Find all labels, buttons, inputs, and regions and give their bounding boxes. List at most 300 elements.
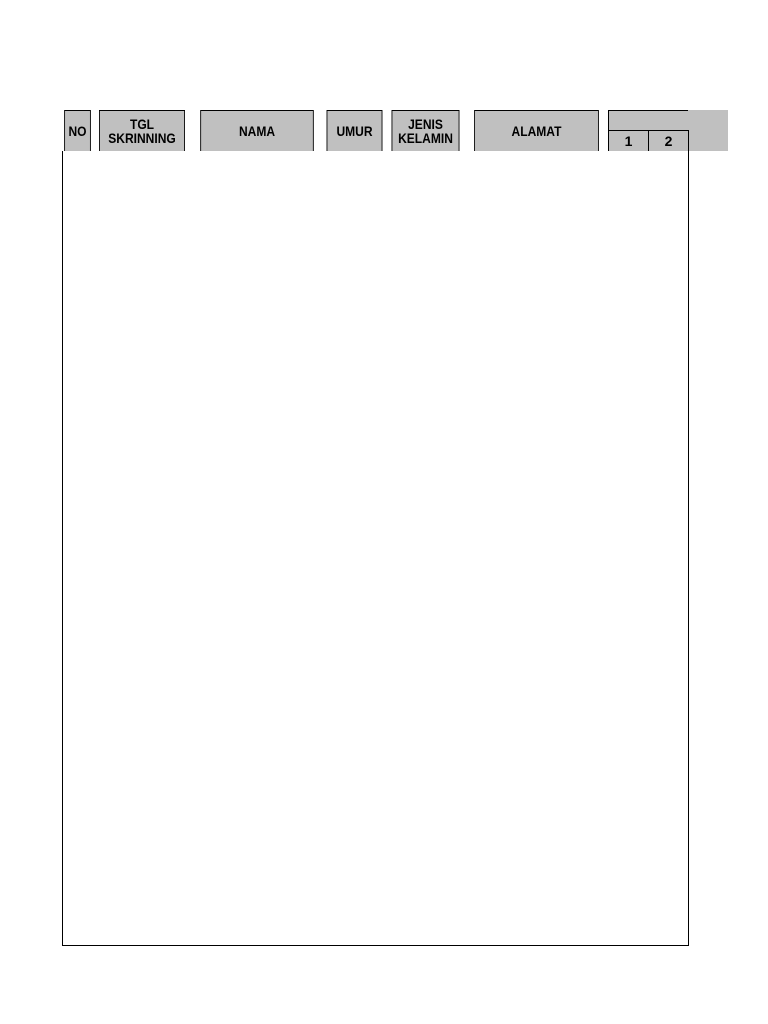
table-cell-jenis-kelamin[interactable]	[386, 721, 465, 742]
table-cell-jenis-kelamin[interactable]	[386, 253, 465, 274]
table-cell-nama[interactable]	[191, 741, 323, 763]
table-cell-jenis-kelamin[interactable]	[386, 375, 465, 396]
table-cell-umur[interactable]	[322, 864, 387, 885]
table-cell-col-2[interactable]	[648, 782, 689, 803]
table-cell-col-2[interactable]	[648, 517, 689, 539]
table-cell-no[interactable]	[62, 192, 93, 213]
table-cell-nama[interactable]	[191, 579, 323, 600]
table-cell-col-2[interactable]	[648, 416, 689, 437]
table-cell-tgl-skrinning[interactable]	[92, 192, 192, 213]
table-cell-nama[interactable]	[191, 395, 323, 417]
table-cell-alamat[interactable]	[464, 192, 609, 213]
table-cell-col-2[interactable]	[648, 864, 689, 885]
table-cell-no[interactable]	[62, 558, 93, 580]
table-cell-umur[interactable]	[322, 823, 387, 844]
table-cell-no[interactable]	[62, 253, 93, 274]
table-cell-umur[interactable]	[322, 416, 387, 437]
table-cell-nama[interactable]	[191, 192, 323, 213]
table-cell-col-1[interactable]	[608, 253, 649, 274]
table-cell-col-1[interactable]	[608, 864, 649, 885]
table-cell-tgl-skrinning[interactable]	[92, 497, 192, 518]
table-cell-col-2[interactable]	[648, 395, 689, 417]
table-cell-umur[interactable]	[322, 782, 387, 803]
table-cell-tgl-skrinning[interactable]	[92, 619, 192, 641]
table-cell-tgl-skrinning[interactable]	[92, 436, 192, 457]
table-cell-col-1[interactable]	[608, 925, 649, 946]
table-cell-col-2[interactable]	[648, 823, 689, 844]
table-cell-alamat[interactable]	[464, 802, 609, 824]
table-cell-tgl-skrinning[interactable]	[92, 640, 192, 661]
table-cell-no[interactable]	[62, 701, 93, 722]
table-cell-nama[interactable]	[191, 253, 323, 274]
table-cell-col-1[interactable]	[608, 884, 649, 905]
table-cell-tgl-skrinning[interactable]	[92, 599, 192, 620]
table-cell-jenis-kelamin[interactable]	[386, 925, 465, 946]
table-cell-jenis-kelamin[interactable]	[386, 823, 465, 844]
table-cell-col-2[interactable]	[648, 843, 689, 865]
table-cell-jenis-kelamin[interactable]	[386, 843, 465, 865]
table-cell-no[interactable]	[62, 334, 93, 356]
table-cell-tgl-skrinning[interactable]	[92, 680, 192, 702]
table-cell-alamat[interactable]	[464, 538, 609, 559]
table-cell-umur[interactable]	[322, 355, 387, 376]
table-cell-col-2[interactable]	[648, 375, 689, 396]
table-cell-col-2[interactable]	[648, 171, 689, 193]
table-cell-jenis-kelamin[interactable]	[386, 294, 465, 315]
table-cell-no[interactable]	[62, 151, 93, 172]
table-cell-jenis-kelamin[interactable]	[386, 680, 465, 702]
table-cell-alamat[interactable]	[464, 294, 609, 315]
table-cell-alamat[interactable]	[464, 884, 609, 905]
table-cell-col-2[interactable]	[648, 456, 689, 478]
table-cell-alamat[interactable]	[464, 334, 609, 356]
table-cell-col-2[interactable]	[648, 314, 689, 335]
table-cell-col-2[interactable]	[648, 253, 689, 274]
table-cell-col-2[interactable]	[648, 579, 689, 600]
table-cell-no[interactable]	[62, 579, 93, 600]
table-cell-col-2[interactable]	[648, 334, 689, 356]
table-cell-alamat[interactable]	[464, 477, 609, 498]
table-cell-col-1[interactable]	[608, 192, 649, 213]
table-cell-col-1[interactable]	[608, 741, 649, 763]
table-cell-alamat[interactable]	[464, 721, 609, 742]
table-cell-alamat[interactable]	[464, 925, 609, 946]
table-cell-no[interactable]	[62, 436, 93, 457]
table-cell-umur[interactable]	[322, 171, 387, 193]
table-cell-tgl-skrinning[interactable]	[92, 212, 192, 233]
table-cell-nama[interactable]	[191, 314, 323, 335]
table-cell-jenis-kelamin[interactable]	[386, 456, 465, 478]
table-cell-alamat[interactable]	[464, 456, 609, 478]
table-cell-col-2[interactable]	[648, 212, 689, 233]
table-cell-col-1[interactable]	[608, 538, 649, 559]
table-cell-umur[interactable]	[322, 884, 387, 905]
table-cell-umur[interactable]	[322, 232, 387, 254]
table-cell-alamat[interactable]	[464, 579, 609, 600]
table-cell-tgl-skrinning[interactable]	[92, 823, 192, 844]
table-cell-col-1[interactable]	[608, 517, 649, 539]
table-cell-alamat[interactable]	[464, 904, 609, 926]
table-cell-col-2[interactable]	[648, 762, 689, 783]
table-cell-umur[interactable]	[322, 375, 387, 396]
table-cell-col-1[interactable]	[608, 660, 649, 681]
table-cell-col-1[interactable]	[608, 294, 649, 315]
table-cell-tgl-skrinning[interactable]	[92, 314, 192, 335]
table-cell-nama[interactable]	[191, 151, 323, 172]
table-cell-jenis-kelamin[interactable]	[386, 477, 465, 498]
table-cell-nama[interactable]	[191, 660, 323, 681]
table-cell-col-1[interactable]	[608, 802, 649, 824]
table-cell-jenis-kelamin[interactable]	[386, 273, 465, 295]
table-cell-jenis-kelamin[interactable]	[386, 762, 465, 783]
table-cell-col-1[interactable]	[608, 334, 649, 356]
table-cell-jenis-kelamin[interactable]	[386, 619, 465, 641]
table-cell-nama[interactable]	[191, 904, 323, 926]
table-cell-alamat[interactable]	[464, 416, 609, 437]
table-cell-jenis-kelamin[interactable]	[386, 416, 465, 437]
table-cell-no[interactable]	[62, 517, 93, 539]
table-cell-col-2[interactable]	[648, 721, 689, 742]
table-cell-col-2[interactable]	[648, 538, 689, 559]
table-cell-tgl-skrinning[interactable]	[92, 721, 192, 742]
table-cell-no[interactable]	[62, 538, 93, 559]
table-cell-col-2[interactable]	[648, 802, 689, 824]
table-cell-nama[interactable]	[191, 680, 323, 702]
table-cell-tgl-skrinning[interactable]	[92, 456, 192, 478]
table-cell-tgl-skrinning[interactable]	[92, 151, 192, 172]
table-cell-alamat[interactable]	[464, 660, 609, 681]
table-cell-tgl-skrinning[interactable]	[92, 477, 192, 498]
table-cell-umur[interactable]	[322, 497, 387, 518]
table-cell-jenis-kelamin[interactable]	[386, 660, 465, 681]
table-cell-jenis-kelamin[interactable]	[386, 151, 465, 172]
table-cell-alamat[interactable]	[464, 558, 609, 580]
table-cell-jenis-kelamin[interactable]	[386, 395, 465, 417]
table-cell-no[interactable]	[62, 864, 93, 885]
table-cell-col-2[interactable]	[648, 151, 689, 172]
table-cell-alamat[interactable]	[464, 640, 609, 661]
table-cell-no[interactable]	[62, 355, 93, 376]
table-cell-tgl-skrinning[interactable]	[92, 843, 192, 865]
table-cell-col-1[interactable]	[608, 395, 649, 417]
table-cell-col-1[interactable]	[608, 680, 649, 702]
table-cell-nama[interactable]	[191, 294, 323, 315]
table-cell-nama[interactable]	[191, 171, 323, 193]
table-cell-umur[interactable]	[322, 721, 387, 742]
table-cell-tgl-skrinning[interactable]	[92, 579, 192, 600]
table-cell-no[interactable]	[62, 802, 93, 824]
table-cell-col-1[interactable]	[608, 436, 649, 457]
table-cell-alamat[interactable]	[464, 355, 609, 376]
table-cell-jenis-kelamin[interactable]	[386, 212, 465, 233]
table-cell-col-2[interactable]	[648, 680, 689, 702]
table-cell-col-1[interactable]	[608, 273, 649, 295]
table-cell-nama[interactable]	[191, 355, 323, 376]
table-cell-col-2[interactable]	[648, 477, 689, 498]
table-cell-col-1[interactable]	[608, 171, 649, 193]
table-cell-alamat[interactable]	[464, 436, 609, 457]
table-cell-col-1[interactable]	[608, 843, 649, 865]
table-cell-alamat[interactable]	[464, 395, 609, 417]
table-cell-col-2[interactable]	[648, 497, 689, 518]
table-cell-tgl-skrinning[interactable]	[92, 395, 192, 417]
table-cell-nama[interactable]	[191, 456, 323, 478]
table-cell-col-1[interactable]	[608, 151, 649, 172]
table-cell-nama[interactable]	[191, 497, 323, 518]
table-cell-alamat[interactable]	[464, 253, 609, 274]
table-cell-tgl-skrinning[interactable]	[92, 253, 192, 274]
table-cell-tgl-skrinning[interactable]	[92, 334, 192, 356]
table-cell-alamat[interactable]	[464, 171, 609, 193]
table-cell-jenis-kelamin[interactable]	[386, 436, 465, 457]
table-cell-umur[interactable]	[322, 395, 387, 417]
table-cell-umur[interactable]	[322, 212, 387, 233]
table-cell-nama[interactable]	[191, 477, 323, 498]
table-cell-alamat[interactable]	[464, 823, 609, 844]
table-cell-alamat[interactable]	[464, 843, 609, 865]
table-cell-col-2[interactable]	[648, 619, 689, 641]
table-cell-nama[interactable]	[191, 538, 323, 559]
table-cell-nama[interactable]	[191, 843, 323, 865]
table-cell-nama[interactable]	[191, 416, 323, 437]
table-cell-col-1[interactable]	[608, 477, 649, 498]
table-cell-tgl-skrinning[interactable]	[92, 884, 192, 905]
table-cell-umur[interactable]	[322, 904, 387, 926]
table-cell-no[interactable]	[62, 843, 93, 865]
table-cell-col-2[interactable]	[648, 192, 689, 213]
table-cell-col-1[interactable]	[608, 375, 649, 396]
table-cell-no[interactable]	[62, 314, 93, 335]
table-cell-no[interactable]	[62, 619, 93, 641]
table-cell-tgl-skrinning[interactable]	[92, 294, 192, 315]
table-cell-col-2[interactable]	[648, 701, 689, 722]
table-cell-no[interactable]	[62, 212, 93, 233]
table-cell-col-1[interactable]	[608, 904, 649, 926]
table-cell-nama[interactable]	[191, 517, 323, 539]
table-cell-umur[interactable]	[322, 334, 387, 356]
table-cell-alamat[interactable]	[464, 517, 609, 539]
table-cell-alamat[interactable]	[464, 619, 609, 641]
table-cell-col-2[interactable]	[648, 232, 689, 254]
table-cell-no[interactable]	[62, 680, 93, 702]
table-cell-umur[interactable]	[322, 925, 387, 946]
table-cell-nama[interactable]	[191, 864, 323, 885]
table-cell-nama[interactable]	[191, 701, 323, 722]
table-cell-no[interactable]	[62, 884, 93, 905]
table-cell-no[interactable]	[62, 416, 93, 437]
table-cell-nama[interactable]	[191, 640, 323, 661]
table-cell-alamat[interactable]	[464, 375, 609, 396]
table-cell-col-2[interactable]	[648, 273, 689, 295]
table-cell-umur[interactable]	[322, 253, 387, 274]
table-cell-no[interactable]	[62, 477, 93, 498]
table-cell-nama[interactable]	[191, 232, 323, 254]
table-cell-col-1[interactable]	[608, 456, 649, 478]
table-cell-tgl-skrinning[interactable]	[92, 864, 192, 885]
table-cell-col-1[interactable]	[608, 232, 649, 254]
table-cell-col-1[interactable]	[608, 823, 649, 844]
table-cell-jenis-kelamin[interactable]	[386, 802, 465, 824]
table-cell-alamat[interactable]	[464, 782, 609, 803]
table-cell-umur[interactable]	[322, 741, 387, 763]
table-cell-nama[interactable]	[191, 721, 323, 742]
table-cell-nama[interactable]	[191, 375, 323, 396]
table-cell-umur[interactable]	[322, 579, 387, 600]
table-cell-tgl-skrinning[interactable]	[92, 741, 192, 763]
table-cell-no[interactable]	[62, 904, 93, 926]
table-cell-umur[interactable]	[322, 314, 387, 335]
table-cell-nama[interactable]	[191, 884, 323, 905]
table-cell-tgl-skrinning[interactable]	[92, 701, 192, 722]
table-cell-jenis-kelamin[interactable]	[386, 579, 465, 600]
table-cell-col-1[interactable]	[608, 497, 649, 518]
table-cell-no[interactable]	[62, 762, 93, 783]
table-cell-col-1[interactable]	[608, 762, 649, 783]
table-cell-col-1[interactable]	[608, 701, 649, 722]
table-cell-umur[interactable]	[322, 640, 387, 661]
table-cell-nama[interactable]	[191, 273, 323, 295]
table-cell-tgl-skrinning[interactable]	[92, 660, 192, 681]
table-cell-jenis-kelamin[interactable]	[386, 864, 465, 885]
table-cell-col-1[interactable]	[608, 212, 649, 233]
table-cell-col-1[interactable]	[608, 619, 649, 641]
table-cell-umur[interactable]	[322, 151, 387, 172]
table-cell-no[interactable]	[62, 721, 93, 742]
table-cell-no[interactable]	[62, 375, 93, 396]
table-cell-umur[interactable]	[322, 192, 387, 213]
table-cell-no[interactable]	[62, 456, 93, 478]
table-cell-col-2[interactable]	[648, 355, 689, 376]
table-cell-jenis-kelamin[interactable]	[386, 355, 465, 376]
table-cell-tgl-skrinning[interactable]	[92, 904, 192, 926]
table-cell-nama[interactable]	[191, 436, 323, 457]
table-cell-no[interactable]	[62, 232, 93, 254]
table-cell-col-1[interactable]	[608, 579, 649, 600]
table-cell-col-2[interactable]	[648, 558, 689, 580]
table-cell-jenis-kelamin[interactable]	[386, 232, 465, 254]
table-cell-col-1[interactable]	[608, 599, 649, 620]
table-cell-tgl-skrinning[interactable]	[92, 273, 192, 295]
table-cell-tgl-skrinning[interactable]	[92, 558, 192, 580]
table-cell-col-2[interactable]	[648, 660, 689, 681]
table-cell-jenis-kelamin[interactable]	[386, 741, 465, 763]
table-cell-nama[interactable]	[191, 212, 323, 233]
table-cell-jenis-kelamin[interactable]	[386, 497, 465, 518]
table-cell-umur[interactable]	[322, 680, 387, 702]
table-cell-nama[interactable]	[191, 925, 323, 946]
table-cell-jenis-kelamin[interactable]	[386, 334, 465, 356]
table-cell-col-2[interactable]	[648, 640, 689, 661]
table-cell-col-2[interactable]	[648, 904, 689, 926]
table-cell-umur[interactable]	[322, 660, 387, 681]
table-cell-umur[interactable]	[322, 843, 387, 865]
table-cell-col-2[interactable]	[648, 599, 689, 620]
table-cell-nama[interactable]	[191, 782, 323, 803]
table-cell-umur[interactable]	[322, 599, 387, 620]
table-cell-no[interactable]	[62, 395, 93, 417]
table-cell-umur[interactable]	[322, 619, 387, 641]
table-cell-tgl-skrinning[interactable]	[92, 355, 192, 376]
table-cell-umur[interactable]	[322, 273, 387, 295]
table-cell-nama[interactable]	[191, 334, 323, 356]
table-cell-tgl-skrinning[interactable]	[92, 171, 192, 193]
table-cell-jenis-kelamin[interactable]	[386, 314, 465, 335]
table-cell-umur[interactable]	[322, 558, 387, 580]
table-cell-umur[interactable]	[322, 802, 387, 824]
table-cell-jenis-kelamin[interactable]	[386, 904, 465, 926]
table-cell-col-1[interactable]	[608, 416, 649, 437]
table-cell-alamat[interactable]	[464, 701, 609, 722]
table-cell-col-2[interactable]	[648, 436, 689, 457]
table-cell-nama[interactable]	[191, 762, 323, 783]
table-cell-tgl-skrinning[interactable]	[92, 416, 192, 437]
table-cell-jenis-kelamin[interactable]	[386, 782, 465, 803]
table-cell-no[interactable]	[62, 273, 93, 295]
table-cell-jenis-kelamin[interactable]	[386, 517, 465, 539]
table-cell-alamat[interactable]	[464, 680, 609, 702]
table-cell-tgl-skrinning[interactable]	[92, 925, 192, 946]
table-cell-nama[interactable]	[191, 802, 323, 824]
table-cell-alamat[interactable]	[464, 232, 609, 254]
table-cell-umur[interactable]	[322, 538, 387, 559]
table-cell-no[interactable]	[62, 823, 93, 844]
table-cell-nama[interactable]	[191, 558, 323, 580]
table-cell-alamat[interactable]	[464, 273, 609, 295]
table-cell-tgl-skrinning[interactable]	[92, 232, 192, 254]
table-cell-umur[interactable]	[322, 517, 387, 539]
table-cell-col-1[interactable]	[608, 782, 649, 803]
table-cell-umur[interactable]	[322, 477, 387, 498]
table-cell-jenis-kelamin[interactable]	[386, 599, 465, 620]
table-cell-umur[interactable]	[322, 456, 387, 478]
table-cell-no[interactable]	[62, 599, 93, 620]
table-cell-col-1[interactable]	[608, 558, 649, 580]
table-cell-jenis-kelamin[interactable]	[386, 538, 465, 559]
table-cell-tgl-skrinning[interactable]	[92, 517, 192, 539]
table-cell-jenis-kelamin[interactable]	[386, 701, 465, 722]
table-cell-tgl-skrinning[interactable]	[92, 375, 192, 396]
table-cell-jenis-kelamin[interactable]	[386, 171, 465, 193]
table-cell-no[interactable]	[62, 741, 93, 763]
table-cell-umur[interactable]	[322, 701, 387, 722]
table-cell-jenis-kelamin[interactable]	[386, 558, 465, 580]
table-cell-alamat[interactable]	[464, 151, 609, 172]
table-cell-alamat[interactable]	[464, 212, 609, 233]
table-cell-no[interactable]	[62, 497, 93, 518]
table-cell-nama[interactable]	[191, 823, 323, 844]
table-cell-alamat[interactable]	[464, 314, 609, 335]
table-cell-alamat[interactable]	[464, 497, 609, 518]
table-cell-alamat[interactable]	[464, 599, 609, 620]
table-cell-tgl-skrinning[interactable]	[92, 538, 192, 559]
table-cell-col-2[interactable]	[648, 741, 689, 763]
table-cell-umur[interactable]	[322, 762, 387, 783]
table-cell-col-2[interactable]	[648, 925, 689, 946]
table-cell-alamat[interactable]	[464, 741, 609, 763]
table-cell-alamat[interactable]	[464, 864, 609, 885]
table-cell-no[interactable]	[62, 660, 93, 681]
table-cell-umur[interactable]	[322, 436, 387, 457]
table-cell-col-1[interactable]	[608, 355, 649, 376]
table-cell-col-1[interactable]	[608, 640, 649, 661]
table-cell-alamat[interactable]	[464, 762, 609, 783]
table-cell-jenis-kelamin[interactable]	[386, 640, 465, 661]
table-cell-col-2[interactable]	[648, 294, 689, 315]
table-cell-tgl-skrinning[interactable]	[92, 762, 192, 783]
table-cell-col-1[interactable]	[608, 721, 649, 742]
table-cell-nama[interactable]	[191, 619, 323, 641]
table-cell-col-2[interactable]	[648, 884, 689, 905]
